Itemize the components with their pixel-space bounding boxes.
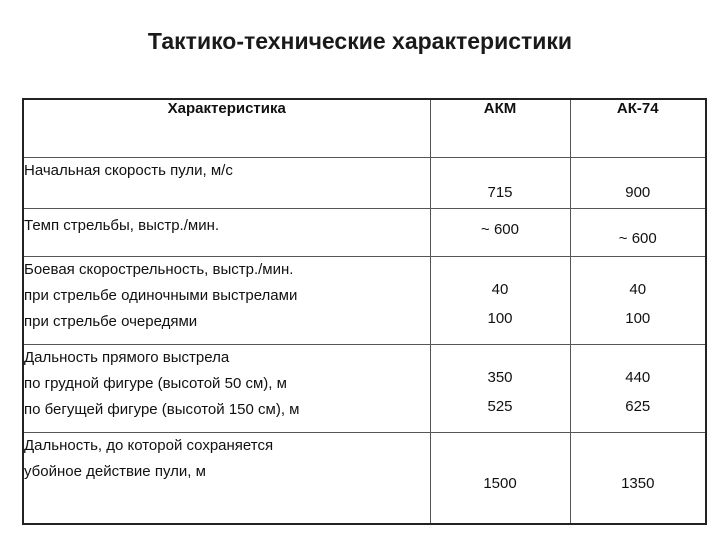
ak74-value: 625 <box>625 398 651 415</box>
ak74-value-cell <box>570 157 706 208</box>
akm-value: 100 <box>487 310 513 327</box>
table-header-row <box>23 99 706 157</box>
row-label-line: Дальность прямого выстрела <box>24 348 230 366</box>
table-row <box>23 432 706 524</box>
ak74-value: 900 <box>625 184 651 201</box>
table-row <box>23 344 706 432</box>
page-title: Тактико-технические характеристики <box>147 28 573 54</box>
akm-value: 40 <box>491 281 509 298</box>
ak74-value: 100 <box>625 310 651 327</box>
table-row <box>23 208 706 256</box>
row-label <box>23 256 430 344</box>
ak74-value: 1350 <box>621 475 655 493</box>
ak74-value-cell <box>570 208 706 256</box>
row-label <box>23 344 430 432</box>
row-label <box>23 208 430 256</box>
row-label-line: убойное действие пули, м <box>24 462 206 480</box>
akm-value-cell <box>430 157 570 208</box>
row-label-line: при стрельбе одиночными выстрелами <box>24 286 298 304</box>
row-label-line: Дальность, до которой сохраняется <box>24 436 274 454</box>
row-label-line: по бегущей фигуре (высотой 150 см), м <box>24 400 300 418</box>
table-row <box>23 256 706 344</box>
akm-value: 1500 <box>483 475 517 493</box>
row-label-line: при стрельбе очередями <box>24 312 198 330</box>
ak74-value: 40 <box>629 281 647 298</box>
akm-value-cell <box>430 256 570 344</box>
akm-value: 525 <box>487 398 513 415</box>
ak74-value-cell <box>570 432 706 524</box>
column-header-akm: АКМ <box>430 99 570 157</box>
row-label-line: по грудной фигуре (высотой 50 см), м <box>24 374 287 392</box>
ak74-value-cell <box>570 344 706 432</box>
row-label <box>23 432 430 524</box>
akm-value-cell <box>430 432 570 524</box>
row-label-line: Темп стрельбы, выстр./мин. <box>24 216 220 234</box>
row-label-line: Боевая скорострельность, выстр./мин. <box>24 260 294 278</box>
column-header-characteristic: Характеристика <box>23 99 430 157</box>
table-row <box>23 157 706 208</box>
akm-value: 350 <box>487 369 513 386</box>
akm-value-cell <box>430 208 570 256</box>
akm-value-cell <box>430 344 570 432</box>
ak74-value-cell <box>570 256 706 344</box>
row-label <box>23 157 430 208</box>
ak74-value: 440 <box>625 369 651 386</box>
column-header-ak74: АК-74 <box>570 99 706 157</box>
ak74-value: ~ 600 <box>618 229 657 247</box>
row-label-line: Начальная скорость пули, м/с <box>24 161 233 179</box>
akm-value: ~ 600 <box>481 220 519 238</box>
specs-table <box>22 98 707 525</box>
akm-value: 715 <box>487 184 513 201</box>
